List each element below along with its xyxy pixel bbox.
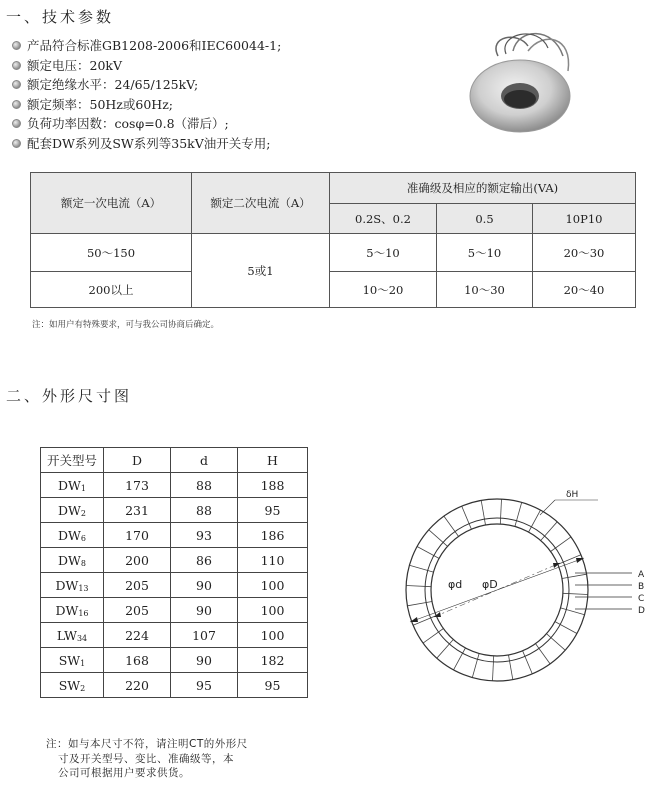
toroidal-transformer-photo [458, 26, 588, 136]
label-height: δH [566, 490, 579, 500]
cell-value: 5～10 [437, 234, 533, 272]
model-subscript: 2 [80, 683, 86, 693]
cell-H: 95 [238, 498, 308, 523]
header-class-02: 0.2S、0.2 [330, 204, 437, 234]
cell-value: 20～30 [533, 234, 636, 272]
cell-model [41, 498, 104, 523]
cell-d: 86 [171, 548, 238, 573]
table-row [41, 473, 308, 498]
cell-H: 186 [238, 523, 308, 548]
note-line: 注：如与本尺寸不符，请注明CT的外形尺 [46, 738, 248, 750]
table-header-row [41, 448, 308, 473]
terminal-label: B [638, 582, 645, 592]
spec-item [12, 114, 281, 134]
model-name: DW [58, 502, 81, 518]
bullet-icon [12, 41, 21, 50]
model-name: DW [58, 527, 81, 543]
winding-segment [437, 640, 454, 659]
winding-segment [500, 499, 501, 524]
cell-d: 90 [171, 648, 238, 673]
header-secondary-current: 额定二次电流（A） [192, 173, 330, 234]
cell-value: 20～40 [533, 272, 636, 308]
spec-item [12, 134, 281, 154]
winding-segment [444, 516, 459, 536]
cell-D: 173 [104, 473, 171, 498]
cell-D: 205 [104, 573, 171, 598]
cell-d: 88 [171, 473, 238, 498]
model-name: DW [55, 577, 79, 593]
winding-segment [429, 530, 448, 547]
cell-D: 224 [104, 623, 171, 648]
cell-value: 5～10 [330, 234, 437, 272]
model-name: DW [58, 477, 81, 493]
cell-D: 200 [104, 548, 171, 573]
winding-segment [409, 565, 433, 572]
bullet-icon [12, 61, 21, 70]
winding-segment [423, 629, 443, 644]
model-name: DW [58, 552, 81, 568]
model-name: SW [58, 677, 81, 693]
table-row [41, 498, 308, 523]
table-row [31, 234, 636, 272]
cell-H: 100 [238, 623, 308, 648]
terminal-leads [575, 570, 645, 616]
cell-H: 100 [238, 573, 308, 598]
terminal-label: C [638, 594, 645, 604]
cell-D: 220 [104, 673, 171, 698]
cell-model [41, 548, 104, 573]
spec-item [12, 36, 281, 56]
winding-segment [493, 656, 494, 681]
terminal-label: D [638, 606, 645, 616]
header-model: 开关型号 [41, 448, 104, 473]
spec-list [12, 36, 281, 153]
spec-text: 负荷功率因数：cosφ=0.8（滞后）; [27, 116, 229, 132]
winding-segment [515, 502, 522, 526]
dimension-rows [41, 473, 308, 698]
cell-model [41, 623, 104, 648]
header-d: d [171, 448, 238, 473]
cell-D: 231 [104, 498, 171, 523]
model-subscript: 6 [80, 533, 86, 543]
winding-segment [481, 500, 485, 525]
cell-H: 110 [238, 548, 308, 573]
cell-model [41, 673, 104, 698]
note-line: 公司可根据用户要求供货。 [58, 767, 190, 779]
cell-H: 95 [238, 673, 308, 698]
winding-segment [406, 586, 431, 587]
label-inner-diameter: φd [448, 578, 463, 591]
winding-segment [547, 634, 566, 651]
table-row [41, 673, 308, 698]
model-subscript: 1 [80, 658, 86, 668]
spec-item [12, 75, 281, 95]
dimension-table [40, 447, 308, 698]
cell-D: 170 [104, 523, 171, 548]
bullet-icon [12, 100, 21, 109]
winding-segment [462, 506, 472, 529]
spec-text: 额定绝缘水平：24/65/125kV; [27, 77, 199, 93]
dimension-drawing [370, 482, 660, 702]
spec-text: 额定电压：20kV [27, 57, 123, 73]
cell-model [41, 573, 104, 598]
header-class-05: 0.5 [437, 204, 533, 234]
table-row [41, 598, 308, 623]
spec-text: 额定频率：50Hz或60Hz; [27, 96, 173, 112]
model-subscript: 1 [80, 483, 86, 493]
cell-d: 90 [171, 573, 238, 598]
table-row [41, 623, 308, 648]
winding-segment [407, 602, 432, 606]
model-subscript: 16 [78, 608, 89, 618]
cell-primary: 50～150 [31, 234, 192, 272]
spec-item [12, 56, 281, 76]
model-subscript: 34 [76, 633, 88, 643]
model-subscript: 8 [80, 558, 86, 568]
table-row [41, 648, 308, 673]
bullet-icon [12, 119, 21, 128]
bullet-icon [12, 80, 21, 89]
header-class-10p10: 10P10 [533, 204, 636, 234]
leader-line [540, 500, 555, 515]
spec-text: 配套DW系列及SW系列等35kV油开关专用; [27, 135, 271, 151]
cell-H: 188 [238, 473, 308, 498]
dimension-note [46, 737, 248, 781]
winding-segment [541, 522, 558, 541]
table-row [41, 548, 308, 573]
header-primary-current: 额定一次电流（A） [31, 173, 192, 234]
header-accuracy-output: 准确级及相应的额定输出(VA) [330, 173, 636, 204]
cell-H: 182 [238, 648, 308, 673]
cell-value: 10～30 [437, 272, 533, 308]
section-title-technical-parameters: 一、技术参数 [6, 8, 115, 26]
cell-model [41, 473, 104, 498]
cell-model [41, 523, 104, 548]
model-subscript: 13 [78, 583, 89, 593]
cell-d: 95 [171, 673, 238, 698]
winding-segment [563, 593, 588, 594]
table-row [31, 272, 636, 308]
cell-primary: 200以上 [31, 272, 192, 308]
cell-D: 168 [104, 648, 171, 673]
table-row [41, 523, 308, 548]
bullet-icon [12, 139, 21, 148]
winding-segment [472, 654, 479, 678]
cell-model [41, 598, 104, 623]
cell-D: 205 [104, 598, 171, 623]
cell-d: 88 [171, 498, 238, 523]
model-subscript: 2 [80, 508, 86, 518]
winding-segment [523, 651, 533, 674]
table-row [41, 573, 308, 598]
terminal-label: A [638, 570, 645, 580]
label-outer-diameter: φD [482, 578, 498, 591]
model-name: DW [55, 602, 79, 618]
note-line: 寸及开关型号、变比、准确级等，本 [58, 752, 234, 765]
header-D: D [104, 448, 171, 473]
model-name: SW [58, 652, 81, 668]
winding-segment [509, 655, 513, 680]
rated-output-table [30, 172, 636, 308]
header-H: H [238, 448, 308, 473]
cell-H: 100 [238, 598, 308, 623]
section-title-dimensions: 二、外形尺寸图 [6, 387, 133, 405]
winding-segment [562, 574, 587, 578]
winding-segment [551, 537, 571, 552]
cell-model [41, 648, 104, 673]
model-name: LW [56, 627, 77, 643]
table-note: 注：如用户有特殊要求，可与我公司协商后确定。 [32, 320, 220, 330]
cell-d: 90 [171, 598, 238, 623]
cell-d: 107 [171, 623, 238, 648]
cell-secondary: 5或1 [192, 234, 330, 308]
cell-d: 93 [171, 523, 238, 548]
spec-item [12, 95, 281, 115]
winding-segment [536, 644, 551, 664]
spec-text: 产品符合标准GB1208-2006和IEC60044-1; [27, 38, 282, 54]
cell-value: 10～20 [330, 272, 437, 308]
